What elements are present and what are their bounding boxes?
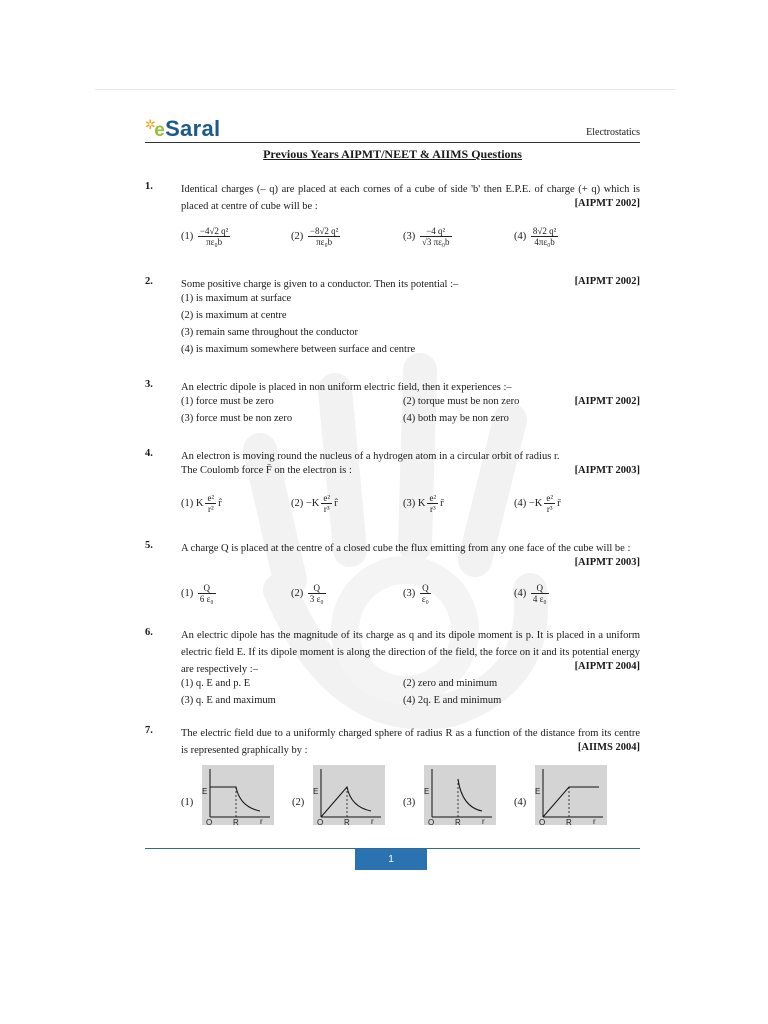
option: (2) −K $\frac{\text{e²}}{\text{r³}}$ r̂ — [291, 493, 338, 514]
question-text: An electric dipole is placed in non uniform electric field, then it experiences :– — [181, 382, 512, 393]
question-source: [AIPMT 2002] — [574, 396, 640, 407]
question-1 — [145, 181, 640, 251]
option: (3) remain same throughout the conductor — [181, 327, 358, 338]
question-4 — [145, 448, 640, 520]
graph-3-svg — [424, 765, 496, 825]
option: (1) is maximum at surface — [181, 293, 292, 304]
option: (2) is maximum at centre — [181, 310, 287, 321]
graph-4-svg — [535, 765, 607, 825]
fraction: $\frac{Q}{\text{4 ε₀}}$ — [532, 583, 547, 604]
question-7 — [145, 725, 640, 835]
fraction: $\frac{Q}{\text{3 ε₀}}$ — [309, 583, 324, 604]
option: (4) −K $\frac{\text{e²}}{\text{r³}}$ r̄ — [514, 493, 561, 514]
option: (3) $\frac{Q}{\text{ε₀}}$ — [403, 583, 429, 604]
fraction: $\frac{\text{−8√2 q²}}{\text{πε₀b}}$ — [309, 226, 339, 247]
logo-e: e — [154, 120, 166, 141]
graph-2-svg — [313, 765, 385, 825]
question-number: 7. — [145, 725, 153, 736]
option: (4) 2q. E and minimum — [403, 695, 502, 706]
question-source: [AIPMT 2004] — [574, 661, 640, 672]
question-text: A charge Q is placed at the centre of a closed cube the flux emitting from any one face of the cube will be : — [181, 543, 631, 554]
question-source: [AIPMT 2002] — [574, 276, 640, 287]
top-divider — [95, 89, 675, 90]
question-text-line2: The Coulomb force F̄ on the electron is : — [181, 465, 352, 476]
option: (4) is maximum somewhere between surface and centre — [181, 344, 416, 355]
fraction: $\frac{Q}{\text{ε₀}}$ — [421, 583, 429, 604]
graph-option-3: E O R r — [424, 765, 496, 825]
question-text: The electric field due to a uniformly charged sphere of radius R as a function of the distance from its centre is represented graphically by : — [181, 728, 640, 756]
page-number: 1 — [355, 849, 427, 870]
question-source: [AIPMT 2003] — [574, 557, 640, 568]
fraction: $\frac{\text{−4√2 q²}}{\text{πε₀b}}$ — [199, 226, 229, 247]
saral-logo — [145, 116, 220, 142]
option: (1) K $\frac{\text{e²}}{\text{r²}}$ r̂ — [181, 493, 222, 514]
question-number: 5. — [145, 540, 153, 551]
page-title: Previous Years AIPMT/NEET & AIIMS Questions — [263, 147, 522, 161]
graph-option-1: E O R r — [202, 765, 274, 825]
option: (2) zero and minimum — [403, 678, 498, 689]
option: (1) $\frac{Q}{\text{6 ε₀}}$ — [181, 583, 214, 604]
option: (3) q. E and maximum — [181, 695, 276, 706]
chapter-name: Electrostatics — [586, 127, 640, 138]
header-divider — [145, 142, 640, 143]
option: (4) $\frac{\text{8√2 q²}}{\text{4πε₀b}}$ — [514, 226, 557, 247]
option: (1) q. E and p. E — [181, 678, 251, 689]
option-label: (3) — [403, 797, 416, 808]
question-number: 1. — [145, 181, 153, 192]
option-label: (1) — [181, 797, 194, 808]
option: (1) $\frac{\text{−4√2 q²}}{\text{πε₀b}}$ — [181, 226, 229, 247]
fraction: $\frac{\text{e²}}{\text{r²}}$ — [207, 493, 215, 514]
option: (4) $\frac{Q}{\text{4 ε₀}}$ — [514, 583, 547, 604]
fraction: $\frac{\text{−4 q²}}{\text{√3 πε₀b}}$ — [421, 226, 450, 247]
fraction: $\frac{\text{8√2 q²}}{\text{4πε₀b}}$ — [532, 226, 557, 247]
question-number: 3. — [145, 379, 153, 390]
option-label: (4) — [514, 797, 527, 808]
question-3 — [145, 379, 640, 431]
spark-icon: ✲ — [145, 117, 157, 132]
logo-text: Saral — [165, 116, 221, 141]
question-source: [AIPMT 2003] — [574, 465, 640, 476]
option: (4) both may be non zero — [403, 413, 509, 424]
option: (3) K $\frac{\text{e²}}{\text{r³}}$ r̄ — [403, 493, 444, 514]
graph-option-4: E O R r — [535, 765, 607, 825]
question-source: [AIIMS 2004] — [577, 742, 640, 753]
question-number: 4. — [145, 448, 153, 459]
fraction: $\frac{Q}{\text{6 ε₀}}$ — [199, 583, 214, 604]
question-text: An electron is moving round the nucleus of a hydrogen atom in a circular orbit of radius r. — [181, 451, 560, 462]
question-6 — [145, 627, 640, 707]
option: (2) $\frac{Q}{\text{3 ε₀}}$ — [291, 583, 324, 604]
question-text: Some positive charge is given to a conductor. Then its potential :– — [181, 279, 459, 290]
option-label: (2) — [292, 797, 305, 808]
question-5 — [145, 540, 640, 610]
option: (3) force must be non zero — [181, 413, 293, 424]
fraction: $\frac{\text{e²}}{\text{r³}}$ — [429, 493, 437, 514]
question-number: 2. — [145, 276, 153, 287]
question-number: 6. — [145, 627, 153, 638]
option: (3) $\frac{\text{−4 q²}}{\text{√3 πε₀b}}$ — [403, 226, 450, 247]
question-source: [AIPMT 2002] — [574, 198, 640, 209]
fraction: $\frac{\text{e²}}{\text{r³}}$ — [323, 493, 331, 514]
question-2 — [145, 276, 640, 366]
option: (1) force must be zero — [181, 396, 274, 407]
option: (2) $\frac{\text{−8√2 q²}}{\text{πε₀b}}$ — [291, 226, 339, 247]
question-text: Identical charges (– q) are placed at each cornes of a cube of side 'b' then E.P.E. of charge (+ q) which is placed at centre of cube will be : — [181, 184, 640, 212]
fraction: $\frac{\text{e²}}{\text{r³}}$ — [546, 493, 554, 514]
graph-option-2: E O R r — [313, 765, 385, 825]
question-text: An electric dipole has the magnitude of its charge as q and its dipole moment is p. It is placed in a uniform electric field E. If its dipole moment is along the direction of the field, the force on it and its potential energy are respectively :– — [181, 630, 640, 675]
graph-1-svg — [202, 765, 274, 825]
option: (2) torque must be non zero — [403, 396, 520, 407]
